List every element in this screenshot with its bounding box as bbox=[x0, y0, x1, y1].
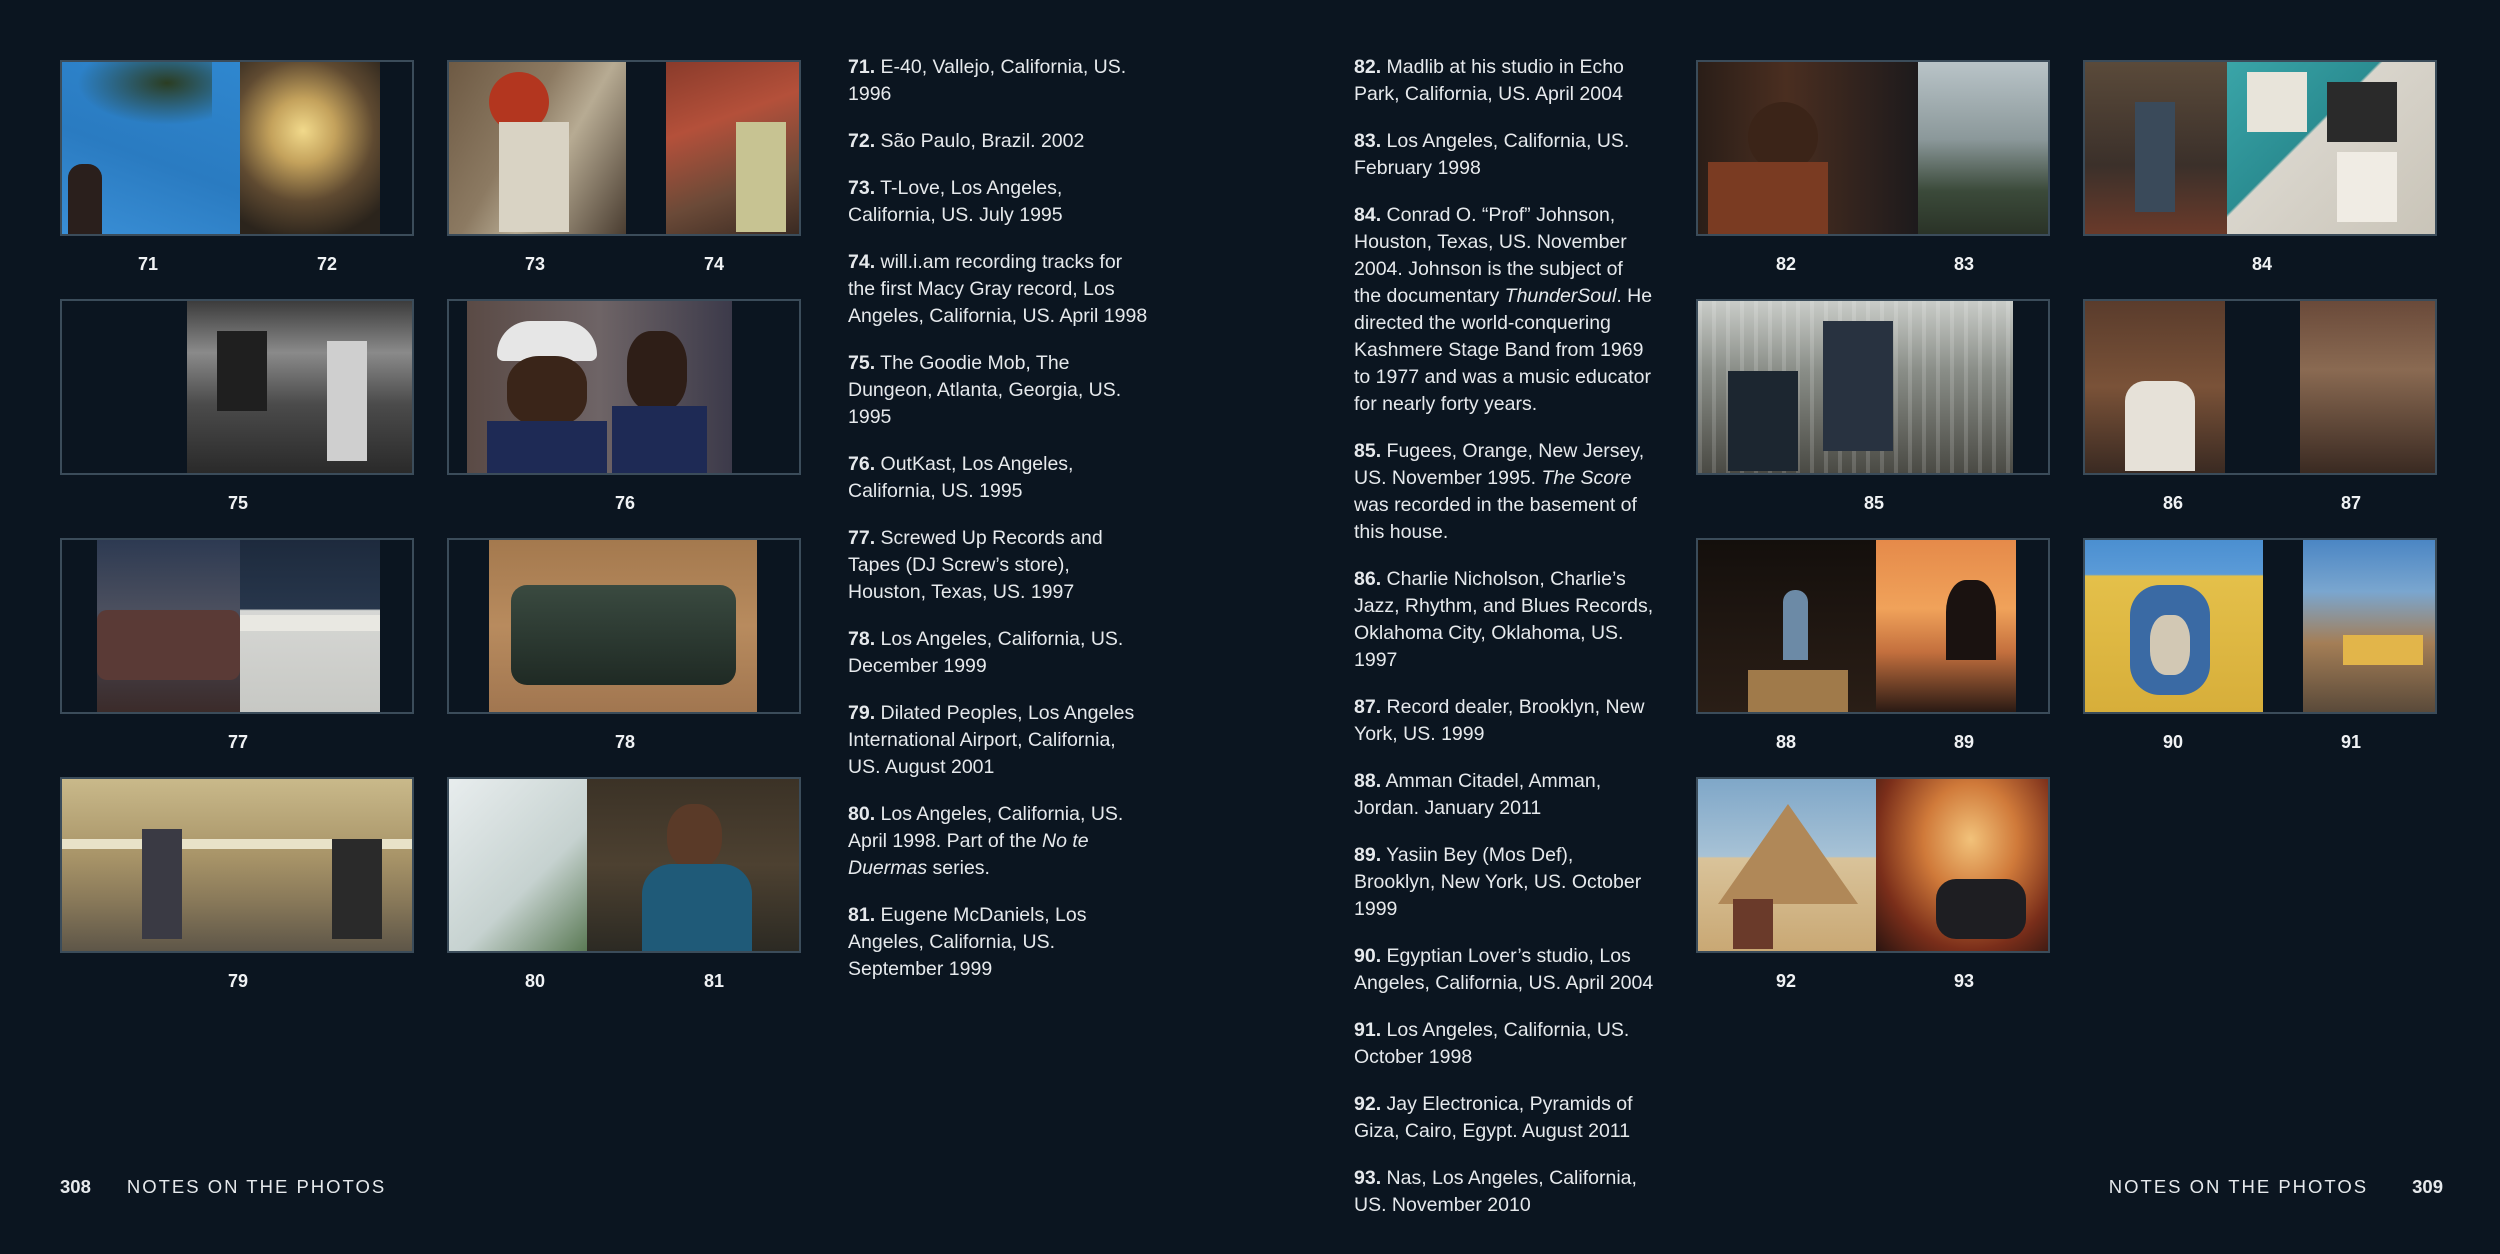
running-head-left: NOTES ON THE PHOTOS bbox=[126, 1176, 387, 1197]
photo-86 bbox=[2085, 301, 2225, 473]
note-73: 73. T-Love, Los Angeles, California, US. July 1995 bbox=[848, 177, 1063, 226]
note-83: 83. Los Angeles, California, US. February 1998 bbox=[1354, 130, 1630, 179]
note-75: 75. The Goodie Mob, The Dungeon, Atlanta, Georgia, US. 1995 bbox=[848, 352, 1122, 428]
photo-75 bbox=[187, 301, 412, 473]
note-91: 91. Los Angeles, California, US. October 1998 bbox=[1354, 1019, 1630, 1068]
caption-71: 71 bbox=[137, 254, 159, 274]
photo-77-car bbox=[97, 540, 240, 712]
notes-column-left bbox=[848, 54, 1148, 1003]
note-78: 78. Los Angeles, California, US. December 1999 bbox=[848, 628, 1124, 677]
photo-85 bbox=[1698, 301, 2013, 473]
caption-80: 80 bbox=[524, 971, 546, 991]
caption-83: 83 bbox=[1953, 254, 1975, 274]
page-number-left: 308 bbox=[60, 1176, 91, 1197]
thumbnail-77 bbox=[60, 538, 414, 714]
photo-87 bbox=[2300, 301, 2435, 473]
caption-78: 78 bbox=[614, 732, 636, 752]
photo-88 bbox=[1698, 540, 1876, 712]
note-79: 79. Dilated Peoples, Los Angeles International Airport, California, US. August 2001 bbox=[848, 702, 1135, 778]
running-head-right: NOTES ON THE PHOTOS bbox=[2108, 1176, 2369, 1197]
caption-75: 75 bbox=[227, 493, 249, 513]
thumbnail-73-74 bbox=[447, 60, 801, 236]
caption-81: 81 bbox=[703, 971, 725, 991]
note-90: 90. Egyptian Lover’s studio, Los Angeles, California, US. April 2004 bbox=[1354, 945, 1654, 994]
caption-86: 86 bbox=[2162, 493, 2184, 513]
thumbnail-76 bbox=[447, 299, 801, 475]
photo-89 bbox=[1876, 540, 2016, 712]
caption-74: 74 bbox=[703, 254, 725, 274]
caption-90: 90 bbox=[2162, 732, 2184, 752]
caption-82: 82 bbox=[1775, 254, 1797, 274]
note-85: 85. Fugees, Orange, New Jersey, US. November 1995. The Score was recorded in the basement of this house. bbox=[1354, 440, 1645, 543]
note-77: 77. Screwed Up Records and Tapes (DJ Screw’s store), Houston, Texas, US. 1997 bbox=[848, 527, 1103, 603]
right-page-footer bbox=[2109, 1176, 2443, 1198]
photo-77-store bbox=[240, 540, 380, 712]
caption-87: 87 bbox=[2340, 493, 2362, 513]
caption-76: 76 bbox=[614, 493, 636, 513]
photo-83 bbox=[1918, 62, 2048, 234]
notes-column-right bbox=[1354, 54, 1654, 1239]
thumbnail-90-91 bbox=[2083, 538, 2437, 714]
photo-71 bbox=[62, 62, 240, 234]
note-82: 82. Madlib at his studio in Echo Park, California, US. April 2004 bbox=[1354, 56, 1624, 105]
note-89: 89. Yasiin Bey (Mos Def), Brooklyn, New York, US. October 1999 bbox=[1354, 844, 1642, 920]
caption-88: 88 bbox=[1775, 732, 1797, 752]
photo-90 bbox=[2085, 540, 2263, 712]
thumbnail-84 bbox=[2083, 60, 2437, 236]
note-74: 74. will.i.am recording tracks for the first Macy Gray record, Los Angeles, California, US. April 1998 bbox=[848, 251, 1148, 327]
note-87: 87. Record dealer, Brooklyn, New York, US. 1999 bbox=[1354, 696, 1645, 745]
caption-72: 72 bbox=[316, 254, 338, 274]
note-86: 86. Charlie Nicholson, Charlie’s Jazz, Rhythm, and Blues Records, Oklahoma City, Oklahoma, US. 1997 bbox=[1354, 568, 1654, 671]
note-92: 92. Jay Electronica, Pyramids of Giza, Cairo, Egypt. August 2011 bbox=[1354, 1093, 1633, 1142]
thumbnail-80-81 bbox=[447, 777, 801, 953]
note-76: 76. OutKast, Los Angeles, California, US. 1995 bbox=[848, 453, 1074, 502]
note-84: 84. Conrad O. “Prof” Johnson, Houston, Texas, US. November 2004. Johnson is the subject of the documentary ThunderSoul. He directed the world-conquering Kashmere Stage Band from 1969 to 1977 and was a music educator for nearly forty years. bbox=[1354, 204, 1653, 415]
photo-78 bbox=[489, 540, 757, 712]
caption-93: 93 bbox=[1953, 971, 1975, 991]
note-81: 81. Eugene McDaniels, Los Angeles, California, US. September 1999 bbox=[848, 904, 1087, 980]
photo-74 bbox=[626, 62, 666, 234]
photo-82 bbox=[1698, 62, 1918, 234]
thumbnail-78 bbox=[447, 538, 801, 714]
photo-84-room bbox=[2085, 62, 2227, 234]
note-93: 93. Nas, Los Angeles, California, US. November 2010 bbox=[1354, 1167, 1637, 1216]
caption-79: 79 bbox=[227, 971, 249, 991]
caption-85: 85 bbox=[1863, 493, 1885, 513]
thumbnail-85 bbox=[1696, 299, 2050, 475]
photo-92 bbox=[1698, 779, 1876, 951]
photo-74-image bbox=[666, 62, 799, 234]
note-88: 88. Amman Citadel, Amman, Jordan. January 2011 bbox=[1354, 770, 1602, 819]
thumbnail-79 bbox=[60, 777, 414, 953]
caption-84: 84 bbox=[2251, 254, 2273, 274]
photo-81 bbox=[587, 779, 799, 951]
left-page-footer bbox=[60, 1176, 386, 1198]
caption-89: 89 bbox=[1953, 732, 1975, 752]
caption-73: 73 bbox=[524, 254, 546, 274]
photo-80 bbox=[449, 779, 587, 951]
note-80: 80. Los Angeles, California, US. April 1998. Part of the No te Duermas series. bbox=[848, 803, 1124, 879]
photo-84-records bbox=[2227, 62, 2435, 234]
photo-93 bbox=[1876, 779, 2048, 951]
thumbnail-86-87 bbox=[2083, 299, 2437, 475]
thumbnail-92-93 bbox=[1696, 777, 2050, 953]
photo-72 bbox=[240, 62, 380, 234]
caption-91: 91 bbox=[2340, 732, 2362, 752]
thumbnail-75 bbox=[60, 299, 414, 475]
thumbnail-88-89 bbox=[1696, 538, 2050, 714]
caption-92: 92 bbox=[1775, 971, 1797, 991]
note-71: 71. E-40, Vallejo, California, US. 1996 bbox=[848, 56, 1127, 105]
photo-73 bbox=[449, 62, 626, 234]
caption-77: 77 bbox=[227, 732, 249, 752]
thumbnail-71-72 bbox=[60, 60, 414, 236]
thumbnail-82-83 bbox=[1696, 60, 2050, 236]
note-72: 72. São Paulo, Brazil. 2002 bbox=[848, 130, 1085, 152]
page-number-right: 309 bbox=[2412, 1176, 2443, 1197]
photo-79 bbox=[62, 779, 412, 951]
photo-76 bbox=[467, 301, 732, 473]
photo-91 bbox=[2303, 540, 2435, 712]
